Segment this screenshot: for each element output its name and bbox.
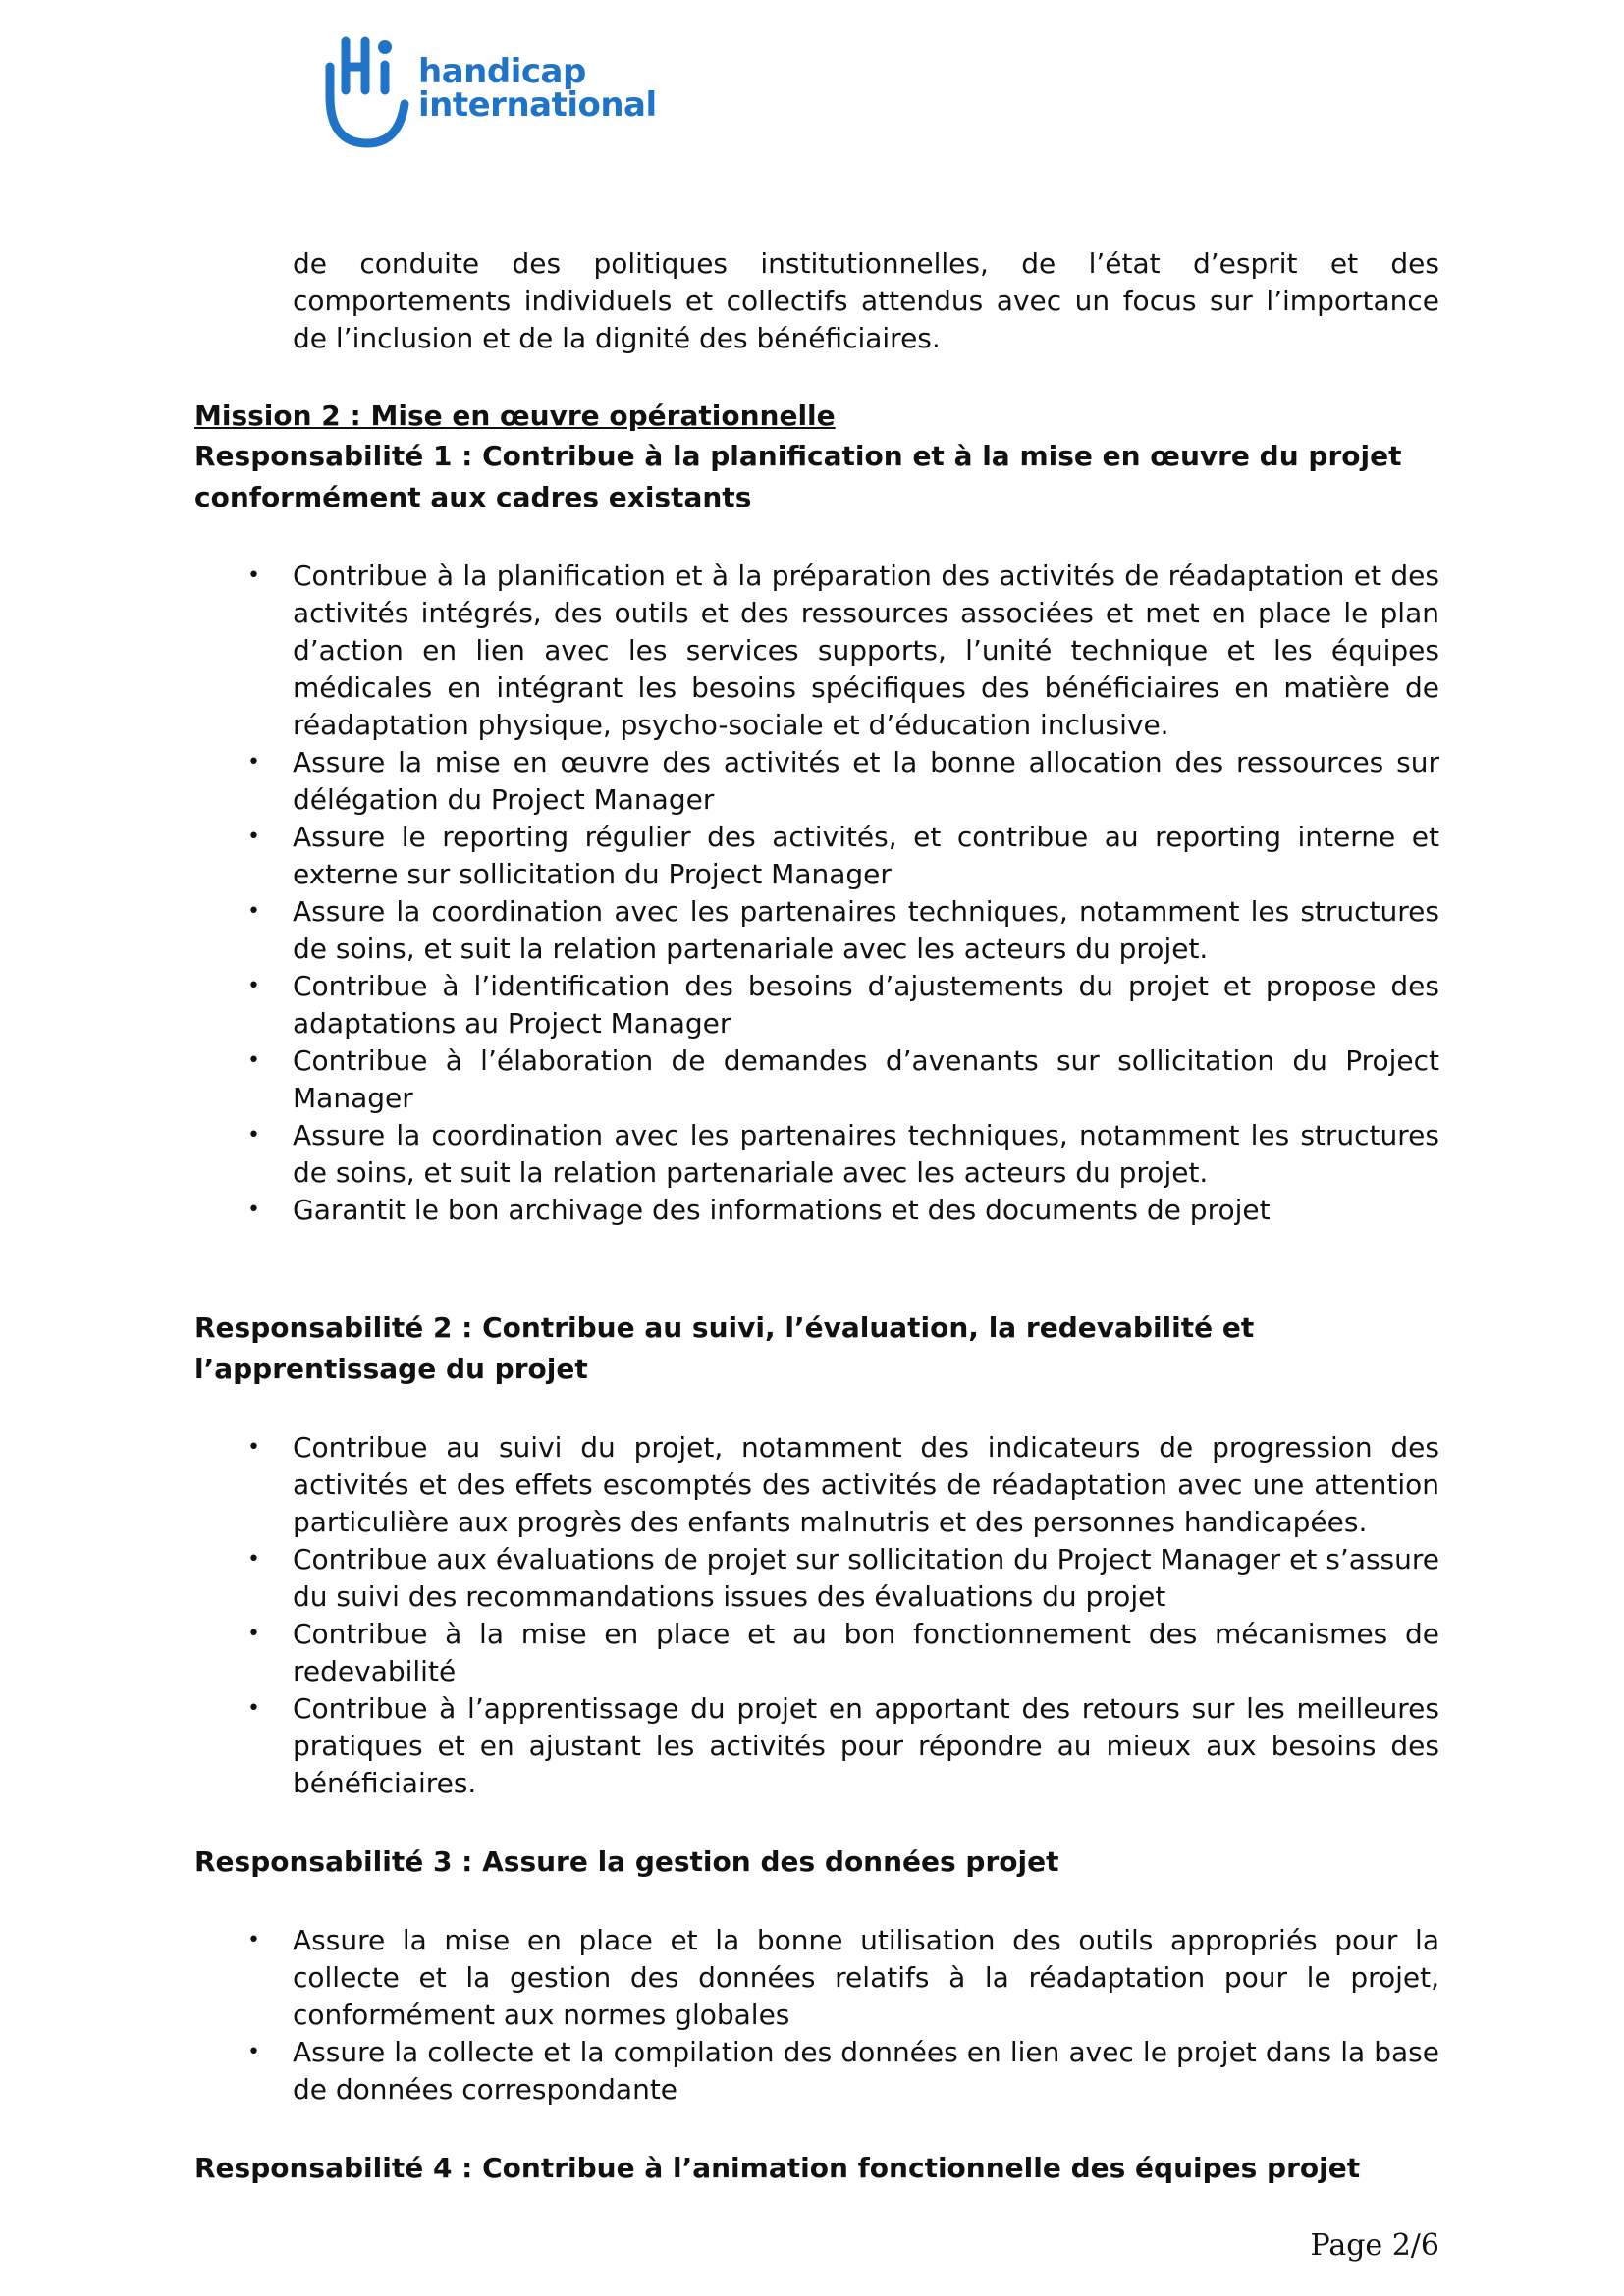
- document-body: [194, 245, 1439, 2189]
- responsibility-4-title: Responsabilité 4 : Contribue à l’animation fonctionnelle des équipes projet: [194, 2152, 1361, 2184]
- logo-line2: international: [418, 85, 657, 125]
- responsibility-1-title: Responsabilité 1 : Contribue à la planification et à la mise en œuvre du projet conformément aux cadres existants: [194, 440, 1402, 513]
- bullet-icon: •: [247, 1198, 260, 1222]
- bullet-icon: •: [247, 563, 260, 588]
- responsibility-1-list: [194, 558, 1439, 1229]
- list-item: • Contribue aux évaluations de projet sur sollicitation du Project Manager et s’assure du suivi des recommandations issues des évaluations du projet: [247, 1543, 1439, 1613]
- list-item: • Contribue au suivi du projet, notamment des indicateurs de progression des activités et des effets escomptés des activités de réadaptation avec une attention particulière aux progrès des enfants malnutris et des personnes handicapées.: [247, 1431, 1439, 1538]
- page-number: Page 2/6: [1310, 2228, 1439, 2263]
- hi-hand-icon: [320, 27, 414, 153]
- responsibility-2-list: [194, 1429, 1439, 1802]
- list-item: • Assure la mise en œuvre des activités et la bonne allocation des ressources sur délégation du Project Manager: [247, 746, 1439, 816]
- bullet-icon: •: [247, 825, 260, 849]
- list-item: • Contribue à la mise en place et au bon fonctionnement des mécanismes de redevabilité: [247, 1618, 1439, 1687]
- bullet-icon: •: [247, 1696, 260, 1721]
- responsibility-3-list: [194, 1922, 1439, 2109]
- bullet-icon: •: [247, 1547, 260, 1572]
- list-item: • Assure la coordination avec les partenaires techniques, notamment les structures de soins, et suit la relation partenariale avec les acteurs du projet.: [247, 1119, 1439, 1189]
- list-item: • Assure la mise en place et la bonne utilisation des outils appropriés pour la collecte et la gestion des données relatifs à la réadaptation pour le projet, conformément aux normes globales: [247, 1924, 1439, 2031]
- logo-wordmark: [418, 52, 657, 125]
- list-item: • Contribue à l’apprentissage du projet en apportant des retours sur les meilleures pratiques et en ajustant les activités pour répondre au mieux aux besoins des bénéficiaires.: [247, 1692, 1439, 1799]
- list-item: • Contribue à l’identification des besoins d’ajustements du projet et propose des adaptations au Project Manager: [247, 970, 1439, 1040]
- bullet-icon: •: [247, 1435, 260, 1460]
- list-item: • Assure le reporting régulier des activités, et contribue au reporting interne et externe sur sollicitation du Project Manager: [247, 821, 1439, 890]
- responsibility-3-title: Responsabilité 3 : Assure la gestion des données projet: [194, 1845, 1059, 1878]
- bullet-icon: •: [247, 750, 260, 774]
- bullet-icon: •: [247, 1928, 260, 1952]
- mission-heading: Mission 2 : Mise en œuvre opérationnelle: [194, 400, 836, 432]
- list-item: • Assure la coordination avec les partenaires techniques, notamment les structures de soins, et suit la relation partenariale avec les acteurs du projet.: [247, 895, 1439, 965]
- responsibility-2-title: Responsabilité 2 : Contribue au suivi, l’évaluation, la redevabilité et l’apprentissage du projet: [194, 1311, 1255, 1385]
- logo-line1: handicap: [418, 52, 586, 91]
- list-item: • Garantit le bon archivage des informations et des documents de projet: [194, 1192, 1439, 1229]
- list-item: • Contribue à l’élaboration de demandes d’avenants sur sollicitation du Project Manager: [247, 1044, 1439, 1114]
- list-item: • Contribue à la planification et à la préparation des activités de réadaptation et des activités intégrés, des outils et des ressources associées et met en place le plan d’action en lien avec les services supports, l’unité technique et les équipes médicales en intégrant les besoins spécifiques des bénéficiaires en matière de réadaptation physique, psycho-sociale et d’éducation inclusive.: [247, 560, 1439, 741]
- bullet-icon: •: [247, 974, 260, 998]
- handicap-international-logo: [320, 27, 657, 153]
- bullet-icon: •: [247, 1048, 260, 1073]
- continuation-paragraph: de conduite des politiques institutionnelles, de l’état d’esprit et des comportements individuels et collectifs attendus avec un focus sur l’importance de l’inclusion et de la dignité des bénéficiaires.: [293, 247, 1439, 354]
- bullet-icon: •: [247, 1123, 260, 1148]
- list-item: • Assure la collecte et la compilation des données en lien avec le projet dans la base de données correspondante: [247, 2036, 1439, 2106]
- bullet-icon: •: [247, 2040, 260, 2064]
- bullet-icon: •: [247, 899, 260, 924]
- bullet-icon: •: [247, 1622, 260, 1646]
